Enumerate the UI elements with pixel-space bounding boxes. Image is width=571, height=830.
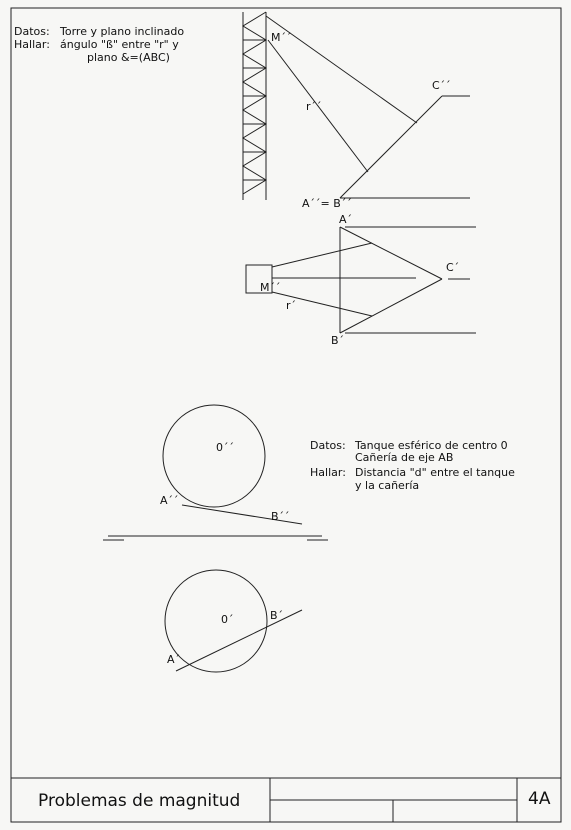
- datos-text-2b: Cañería de eje AB: [355, 451, 454, 464]
- datos-label-1: Datos:: [14, 25, 50, 38]
- label-r-elevation: r´´: [306, 100, 322, 113]
- edge-ac-plan: [340, 227, 442, 279]
- hallar-text-1b: plano &=(ABC): [87, 51, 170, 64]
- edge-bc-plan: [340, 279, 442, 333]
- plan-view: [246, 227, 476, 333]
- label-ab-elevation: A´´= B´´: [302, 197, 352, 210]
- label-a-tank-elevation: A´´: [160, 494, 179, 507]
- label-o-plan: 0´: [221, 613, 234, 626]
- sheet-border: [11, 8, 561, 822]
- sheet-number: 4A: [528, 789, 551, 809]
- hallar-label-1: Hallar:: [14, 38, 50, 51]
- label-b-tank-plan: B´: [270, 609, 284, 622]
- hallar-label-2: Hallar:: [310, 466, 346, 479]
- plane-trace-elevation: [340, 96, 442, 198]
- elevation-view: [266, 16, 470, 198]
- tower-truss: [243, 12, 266, 200]
- datos-text-2a: Tanque esférico de centro 0: [355, 439, 508, 452]
- label-o-elevation: 0´´: [216, 441, 234, 454]
- datos-text-1: Torre y plano inclinado: [60, 25, 185, 38]
- label-b-plan: B´: [331, 334, 345, 347]
- pipe-ab-plan: [176, 610, 302, 671]
- hallar-text-1a: ángulo "ß" entre "r" y: [60, 38, 179, 51]
- label-m-elevation: M´´: [271, 31, 292, 44]
- label-c-elevation: C´´: [432, 79, 451, 92]
- tank-circle-plan: [165, 570, 267, 672]
- tank-elevation-view: [103, 405, 328, 540]
- projection-upper: [272, 243, 372, 267]
- label-r-plan: r´: [286, 299, 297, 312]
- label-c-plan: C´: [446, 261, 460, 274]
- tank-circle-elevation: [163, 405, 265, 507]
- sheet-title: Problemas de magnitud: [38, 791, 241, 811]
- label-b-tank-elevation: B´´: [271, 510, 290, 523]
- hallar-text-2a: Distancia "d" entre el tanque: [355, 466, 515, 479]
- label-m-plan: M´´: [260, 281, 281, 294]
- hallar-text-2b: y la cañería: [355, 479, 420, 492]
- label-a-tank-plan: A´: [167, 653, 181, 666]
- datos-label-2: Datos:: [310, 439, 346, 452]
- label-a-plan: A´: [339, 213, 353, 226]
